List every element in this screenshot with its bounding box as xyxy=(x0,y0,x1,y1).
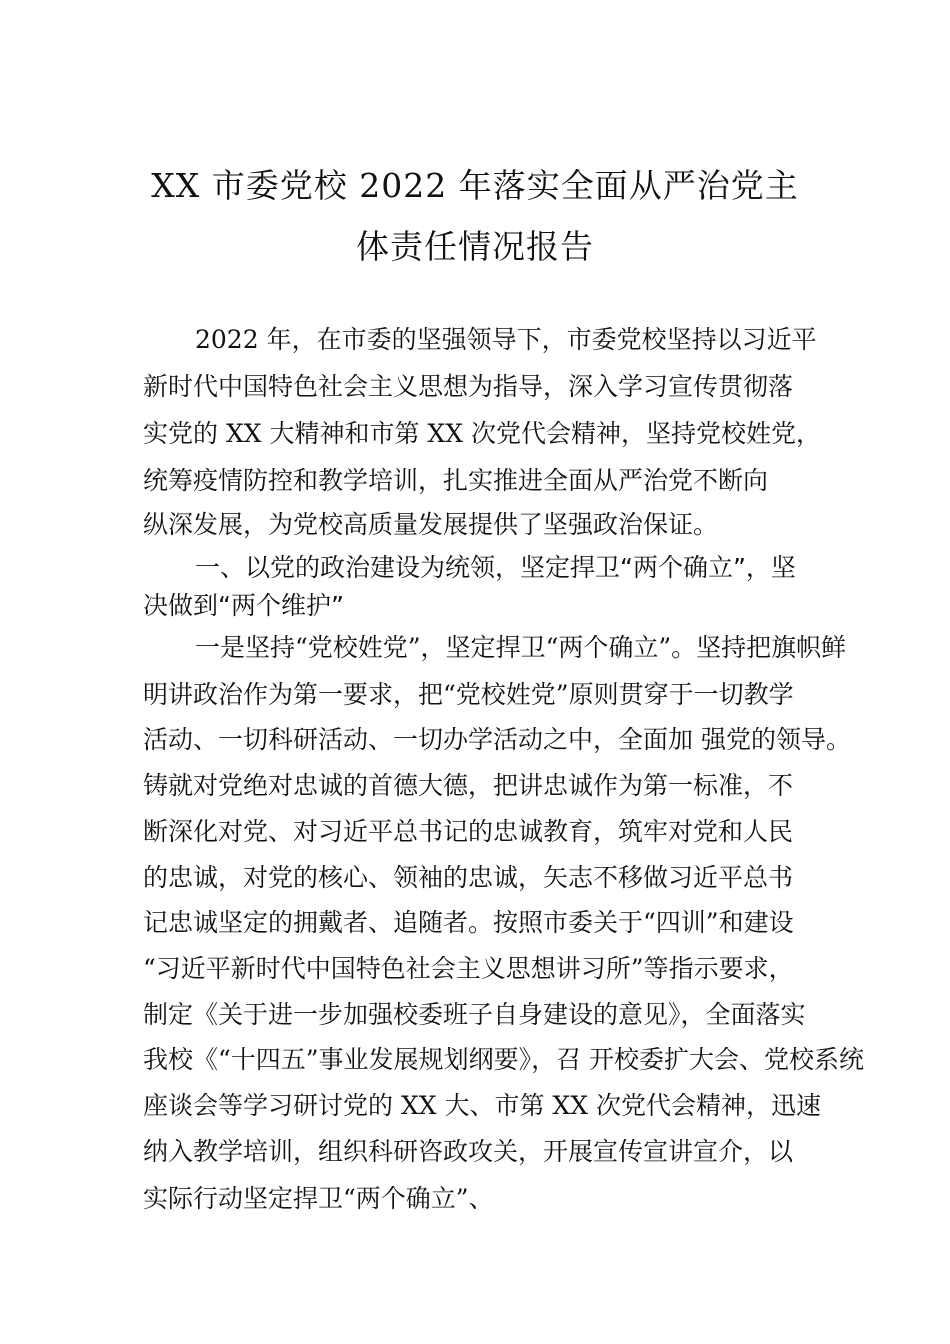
paragraph1-line-11: 座谈会等学习研讨党的 XX 大、市第 XX 次党代会精神，迅速 xyxy=(143,1091,821,1120)
intro-line-2: 新时代中国特色社会主义思想为指导，深入学习宣传贯彻落 xyxy=(143,372,794,401)
paragraph1-line-2: 明讲政治作为第一要求，把“党校姓党”原则贯穿于一切教学 xyxy=(143,680,794,709)
section-heading-line-2: 决做到“两个维护” xyxy=(143,591,344,620)
paragraph1-line-13: 实际行动坚定捍卫“两个确立”、 xyxy=(143,1184,494,1213)
paragraph1-line-1: 一是坚持“党校姓党”，坚定捍卫“两个确立”。坚持把旗帜鲜 xyxy=(195,633,847,662)
intro-line-5: 纵深发展，为党校高质量发展提供了坚强政治保证。 xyxy=(143,510,719,539)
report-title-line-1: XX 市委党校 2022 年落实全面从严治党主 xyxy=(151,166,799,205)
paragraph1-line-10: 我校《“十四五”事业发展规划纲要》，召 开校委扩大会、党校系统 xyxy=(143,1045,865,1074)
intro-line-3: 实党的 XX 大精神和市第 XX 次党代会精神，坚持党校姓党， xyxy=(143,419,821,448)
paragraph1-line-4: 铸就对党绝对忠诚的首德大德，把讲忠诚作为第一标准，不 xyxy=(143,771,794,800)
intro-line-4: 统筹疫情防控和教学培训，扎实推进全面从严治党不断向 xyxy=(143,466,769,495)
paragraph1-line-8: “习近平新时代中国特色社会主义思想讲习所”等指示要求， xyxy=(143,954,794,983)
paragraph1-line-5: 断深化对党、对习近平总书记的忠诚教育，筑牢对党和人民 xyxy=(143,817,794,846)
section-heading-line-1: 一、以党的政治建设为统领，坚定捍卫“两个确立”，坚 xyxy=(195,553,796,582)
paragraph1-line-12: 纳入教学培训，组织科研咨政攻关，开展宣传宣讲宣介，以 xyxy=(143,1137,794,1166)
paragraph1-line-6: 的忠诚，对党的核心、领袖的忠诚，矢志不移做习近平总书 xyxy=(143,863,794,892)
paragraph1-line-9: 制定《关于进一步加强校委班子自身建设的意见》，全面落实 xyxy=(143,1000,806,1029)
paragraph1-line-3: 活动、一切科研活动、一切办学活动之中，全面加 强党的领导。 xyxy=(143,725,851,754)
intro-line-1: 2022 年，在市委的坚强领导下，市委党校坚持以习近平 xyxy=(195,325,817,354)
report-title-line-2: 体责任情况报告 xyxy=(356,227,594,266)
paragraph1-line-7: 记忠诚坚定的拥戴者、追随者。按照市委关于“四训”和建设 xyxy=(143,908,794,937)
